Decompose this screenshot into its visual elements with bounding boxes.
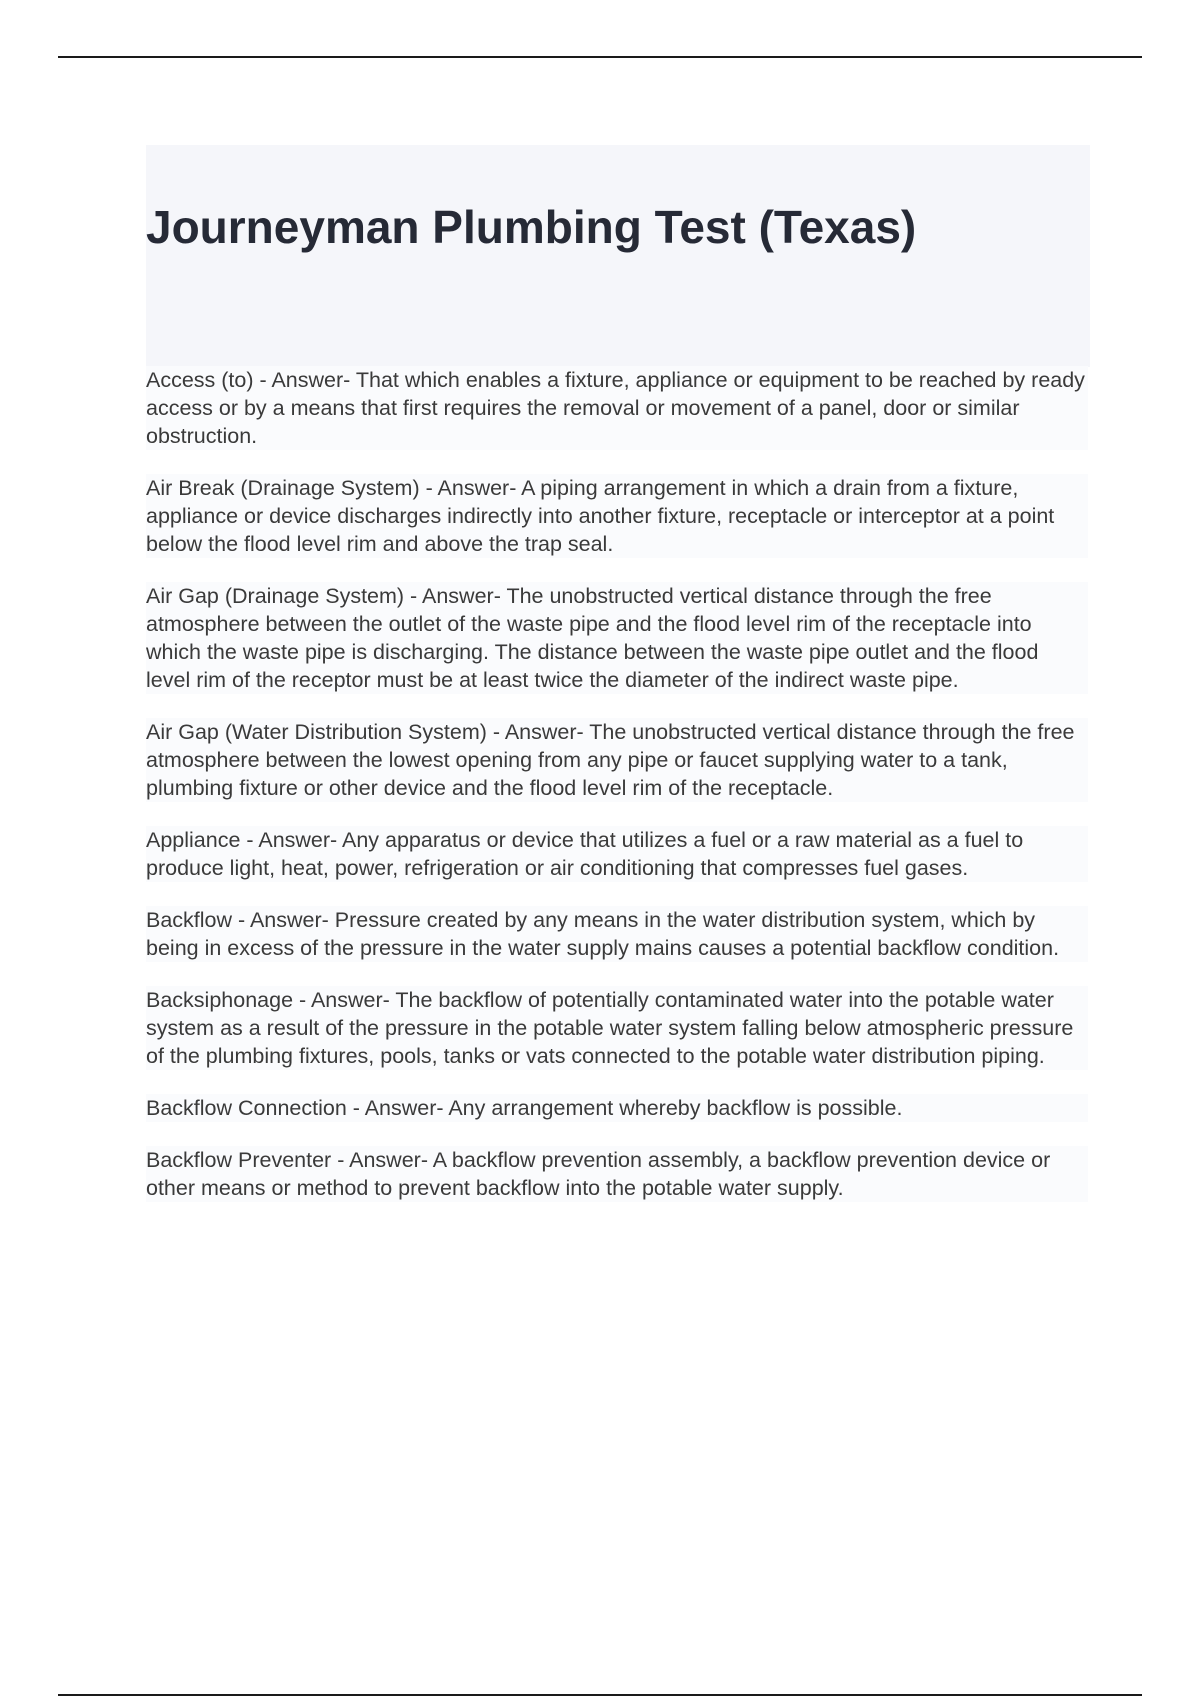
definition-backflow-connection: Backflow Connection - Answer- Any arrangement whereby backflow is possible.: [146, 1094, 1088, 1122]
definition-access: Access (to) - Answer- That which enables a fixture, appliance or equipment to be reached by ready access or by a means that first requires the removal or movement of a panel, door or similar obstruction.: [146, 366, 1088, 450]
definition-air-gap-drainage: Air Gap (Drainage System) - Answer- The unobstructed vertical distance through the free atmosphere between the outlet of the waste pipe and the flood level rim of the receptacle into which the waste pipe is discharging. The distance between the waste pipe outlet and the flood level rim of the receptor must be at least twice the diameter of the indirect waste pipe.: [146, 582, 1088, 694]
definition-backflow: Backflow - Answer- Pressure created by any means in the water distribution system, which by being in excess of the pressure in the water supply mains causes a potential backflow condition.: [146, 906, 1088, 962]
page-title: Journeyman Plumbing Test (Texas): [146, 201, 917, 253]
title-band: [146, 145, 1090, 367]
header-rule: [58, 56, 1142, 58]
footer-rule: [58, 1694, 1142, 1696]
definition-air-break: Air Break (Drainage System) - Answer- A piping arrangement in which a drain from a fixture, appliance or device discharges indirectly into another fixture, receptacle or interceptor at a point below the flood level rim and above the trap seal.: [146, 474, 1088, 558]
definition-backflow-preventer: Backflow Preventer - Answer- A backflow prevention assembly, a backflow prevention device or other means or method to prevent backflow into the potable water supply.: [146, 1146, 1088, 1202]
definitions-list: [146, 366, 1088, 1226]
definition-air-gap-water: Air Gap (Water Distribution System) - Answer- The unobstructed vertical distance through the free atmosphere between the lowest opening from any pipe or faucet supplying water to a tank, plumbing fixture or other device and the flood level rim of the receptacle.: [146, 718, 1088, 802]
definition-appliance: Appliance - Answer- Any apparatus or device that utilizes a fuel or a raw material as a fuel to produce light, heat, power, refrigeration or air conditioning that compresses fuel gases.: [146, 826, 1088, 882]
definition-backsiphonage: Backsiphonage - Answer- The backflow of potentially contaminated water into the potable water system as a result of the pressure in the potable water system falling below atmospheric pressure of the plumbing fixtures, pools, tanks or vats connected to the potable water distribution piping.: [146, 986, 1088, 1070]
